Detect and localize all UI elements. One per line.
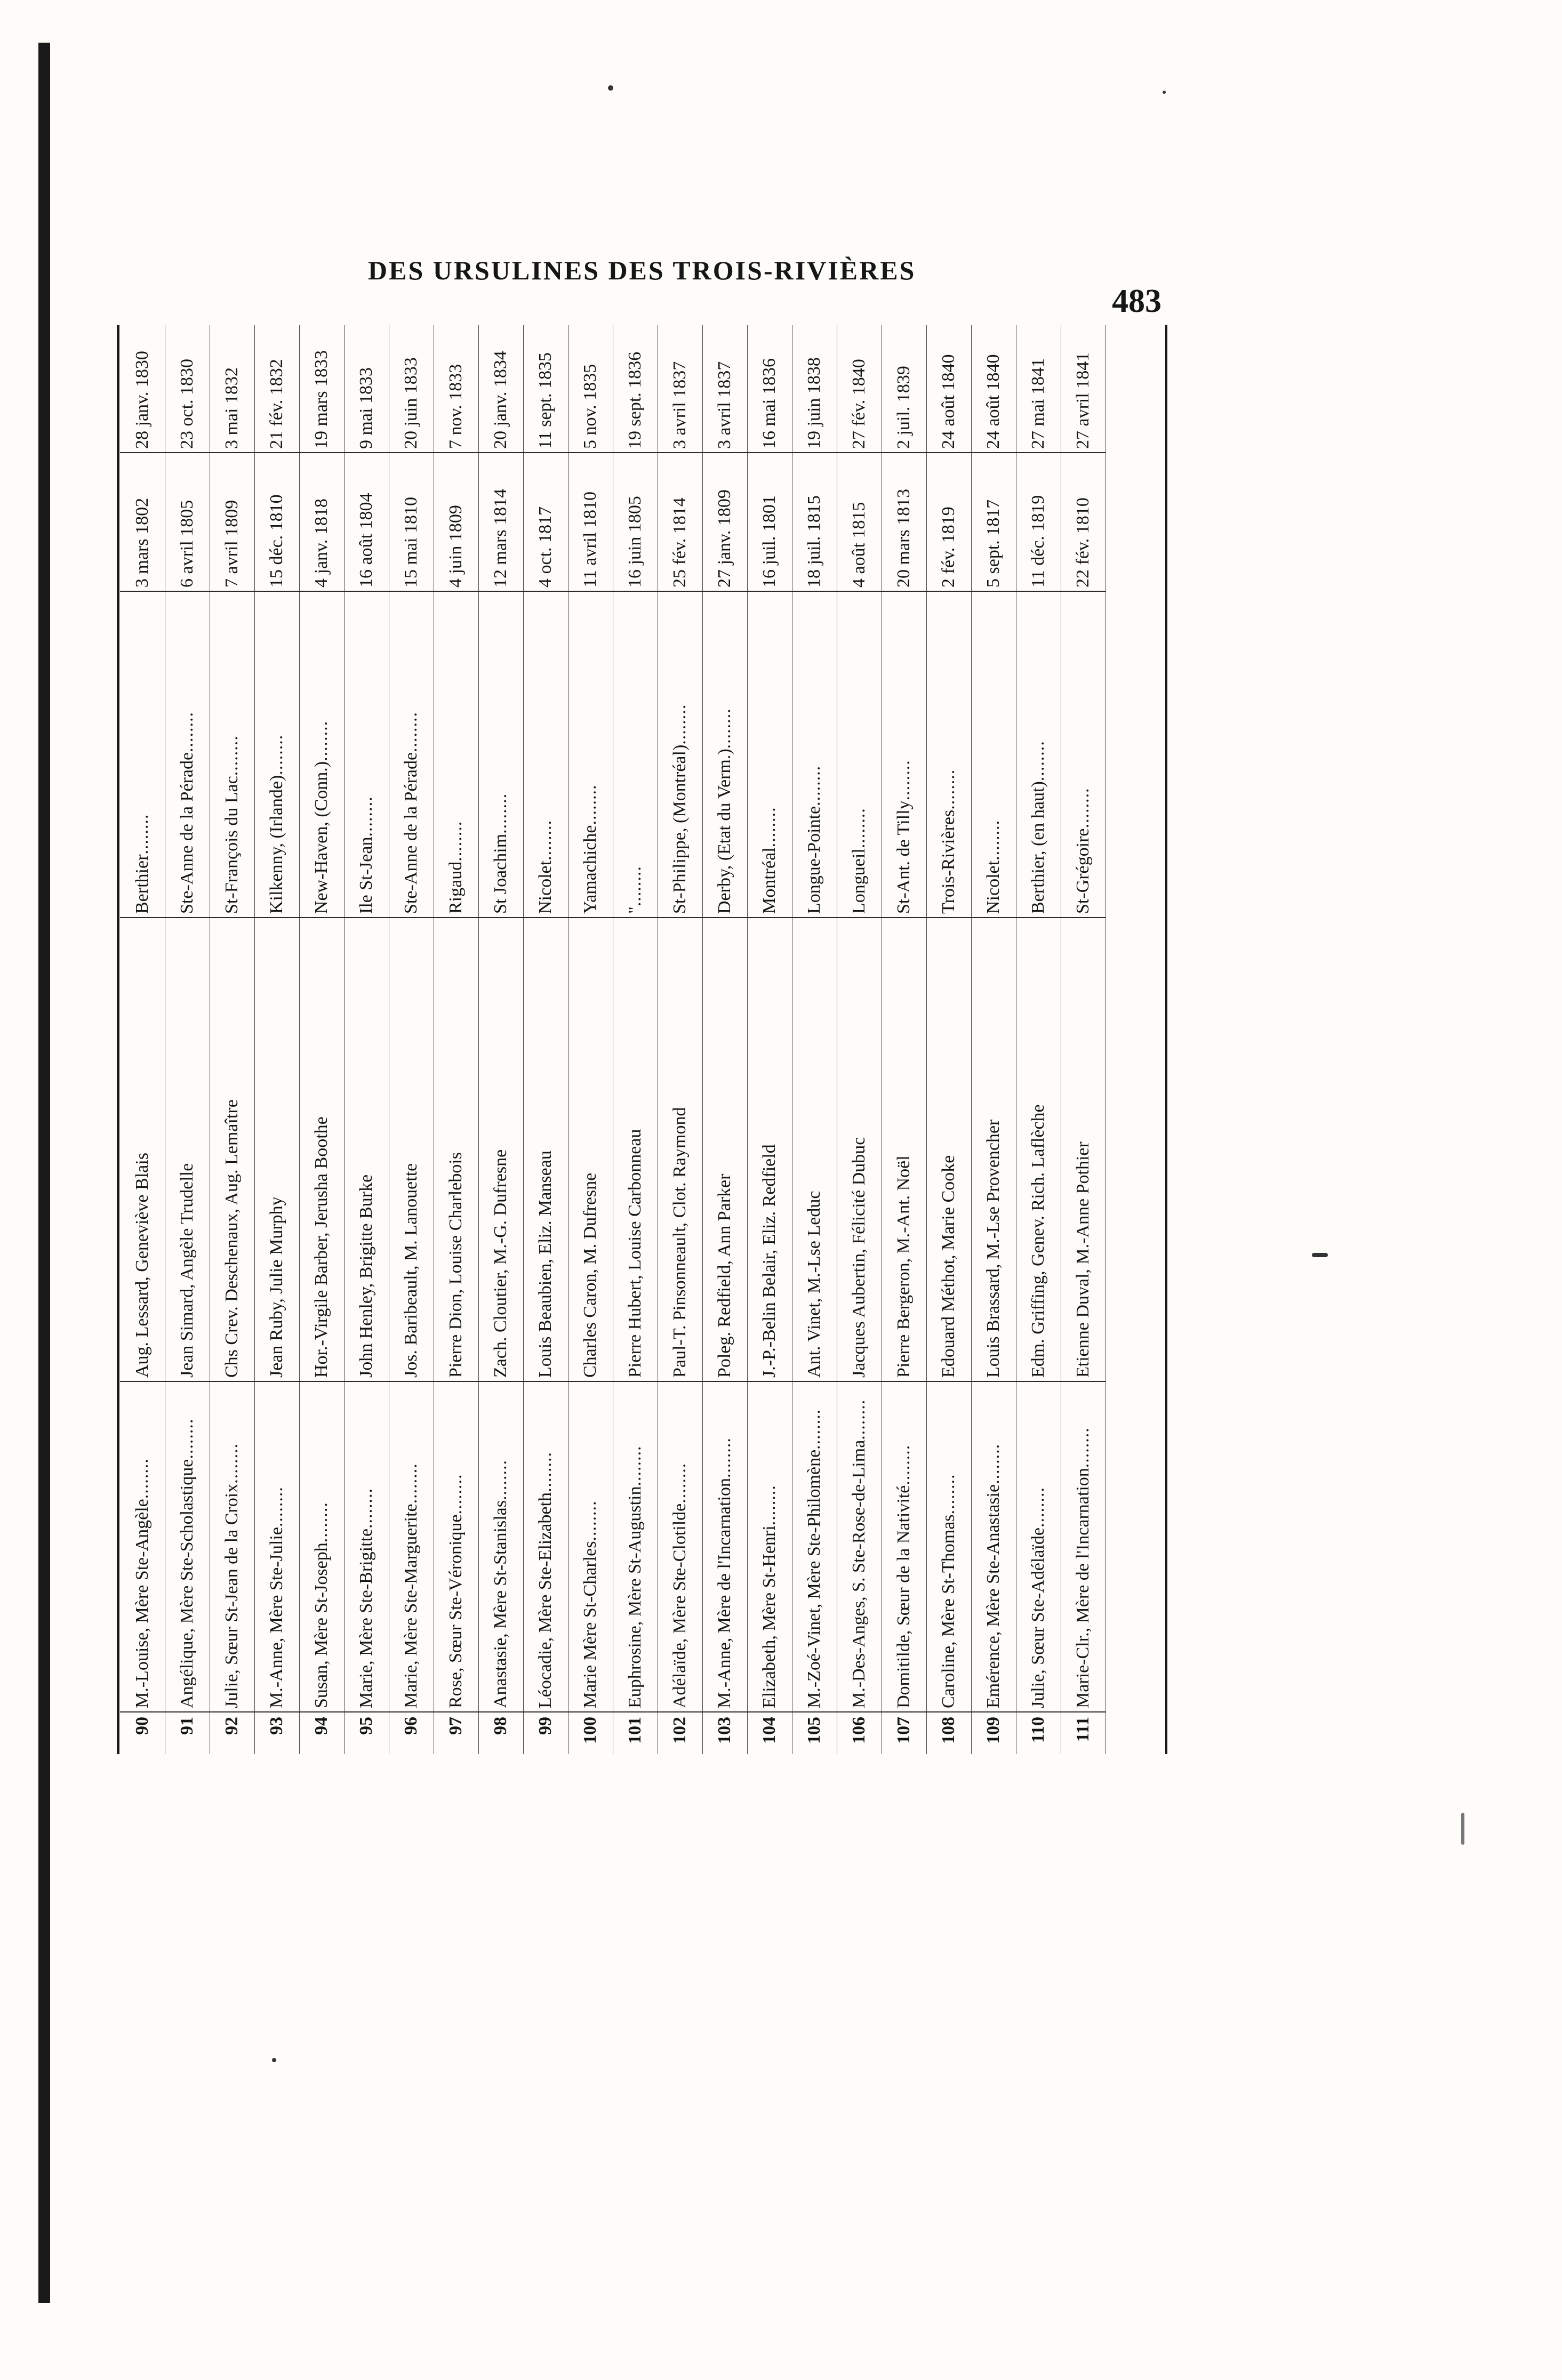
parents: Charles Caron, M. Dufresne	[568, 918, 613, 1382]
birthplace: Ste-Anne de la Pérade .....	[389, 592, 434, 918]
table-row	[523, 325, 568, 1754]
profession-date: 19 mars 1833	[299, 325, 344, 453]
row-number: 108	[938, 1717, 958, 1744]
religious-name: Marie, Mère Ste-Marguerite .....	[389, 1382, 434, 1712]
row-number: 100	[580, 1717, 600, 1744]
table-row	[568, 325, 613, 1754]
religious-name: Angélique, Mère Ste-Scholastique .....	[165, 1382, 210, 1712]
row-number: 107	[893, 1717, 914, 1744]
birthplace: Ste-Anne de la Pérade .....	[165, 592, 210, 918]
birth-date: 16 août 1804	[344, 453, 389, 592]
profession-date: 20 juin 1833	[389, 325, 434, 453]
birthplace: St-Ant. de Tilly .....	[882, 592, 926, 918]
table-row	[344, 325, 389, 1754]
parents: Etienne Duval, M.-Anne Pothier	[1061, 918, 1106, 1382]
parents: Ant. Vinet, M.-Lse Leduc	[792, 918, 837, 1382]
religious-name: Julie, Sœur Ste-Adélaïde .....	[1016, 1382, 1061, 1712]
table-row	[613, 325, 658, 1754]
religious-name: M.-Anne, Mère Ste-Julie .....	[254, 1382, 299, 1712]
religious-name: Marie Mère St-Charles .....	[568, 1382, 613, 1712]
row-number: 109	[983, 1717, 1003, 1744]
table-row	[389, 325, 434, 1754]
ink-speck	[608, 85, 613, 91]
religious-name: M.-Louise, Mère Ste-Angèle .....	[120, 1382, 165, 1712]
religious-name: M.-Zoé-Vinet, Mère Ste-Philomène .....	[792, 1382, 837, 1712]
table-row	[971, 325, 1016, 1754]
religious-name: Elizabeth, Mère St-Henri .....	[747, 1382, 792, 1712]
row-number: 90	[132, 1717, 152, 1735]
birthplace: St-Grégoire .....	[1061, 592, 1106, 918]
profession-date: 28 janv. 1830	[120, 325, 165, 453]
birthplace: Yamachiche .....	[568, 592, 613, 918]
birth-date: 5 sept. 1817	[971, 453, 1016, 592]
birth-date: 27 janv. 1809	[702, 453, 747, 592]
religious-name: Léocadie, Mère Ste-Elizabeth .....	[523, 1382, 568, 1712]
parents: Louis Brassard, M.-Lse Provencher	[971, 918, 1016, 1382]
birthplace: Berthier, (en haut) .....	[1016, 592, 1061, 918]
row-number: 102	[669, 1717, 690, 1744]
table-row	[658, 325, 703, 1754]
profession-date: 27 mai 1841	[1016, 325, 1061, 453]
birthplace: Kilkenny, (Irlande) .....	[254, 592, 299, 918]
religious-name: Julie, Sœur St-Jean de la Croix .....	[210, 1382, 254, 1712]
row-number: 101	[624, 1717, 645, 1744]
ink-speck	[272, 2058, 276, 2062]
table-row	[792, 325, 837, 1754]
table-row	[478, 325, 524, 1754]
row-number: 106	[848, 1717, 869, 1744]
ink-speck	[1461, 1813, 1464, 1845]
parents: Jacques Aubertin, Félicité Dubuc	[837, 918, 882, 1382]
parents: Aug. Lessard, Geneviève Blais	[120, 918, 165, 1382]
row-number: 111	[1072, 1717, 1093, 1742]
table-row	[837, 325, 882, 1754]
birthplace: Ile St-Jean .....	[344, 592, 389, 918]
religious-name: Marie, Mère Ste-Brigitte .....	[344, 1382, 389, 1712]
profession-date: 5 nov. 1835	[568, 325, 613, 453]
parents: Jean Simard, Angèle Trudelle	[165, 918, 210, 1382]
register-table	[120, 325, 1176, 1754]
parents: John Henley, Brigitte Burke	[344, 918, 389, 1382]
profession-date: 20 janv. 1834	[478, 325, 523, 453]
profession-date: 3 avril 1837	[658, 325, 702, 453]
table-row	[882, 325, 927, 1754]
parents: Jos. Baribeault, M. Lanouette	[389, 918, 434, 1382]
religious-name: Anastasie, Mère St-Stanislas .....	[478, 1382, 523, 1712]
profession-date: 19 sept. 1836	[613, 325, 658, 453]
parents: Pierre Dion, Louise Charlebois	[434, 918, 478, 1382]
birthplace: St-François du Lac .....	[210, 592, 254, 918]
birthplace: Trois-Rivières .....	[926, 592, 971, 918]
birth-date: 12 mars 1814	[478, 453, 523, 592]
profession-date: 19 juin 1838	[792, 325, 837, 453]
religious-name: Rose, Sœur Ste-Véronique .....	[434, 1382, 478, 1712]
religious-name: M.-Des-Anges, S. Ste-Rose-de-Lima .....	[837, 1382, 882, 1712]
birthplace: " .....	[613, 592, 658, 918]
table-row	[1016, 325, 1061, 1754]
parents: Poleg. Redfield, Ann Parker	[702, 918, 747, 1382]
parents: J.-P.-Belin Belair, Eliz. Redfield	[747, 918, 792, 1382]
page-number: 483	[1112, 283, 1162, 319]
table-row	[254, 325, 300, 1754]
table-row	[120, 325, 165, 1754]
religious-name: Euphrosine, Mère St-Augustin .....	[613, 1382, 658, 1712]
birth-date: 15 mai 1810	[389, 453, 434, 592]
table-row	[747, 325, 792, 1754]
religious-name: Emérence, Mère Ste-Anastasie .....	[971, 1382, 1016, 1712]
birthplace: Derby, (Etat du Verm.) .....	[702, 592, 747, 918]
birth-date: 25 fév. 1814	[658, 453, 702, 592]
birth-date: 7 avril 1809	[210, 453, 254, 592]
profession-date: 24 août 1840	[971, 325, 1016, 453]
birth-date: 11 avril 1810	[568, 453, 613, 592]
religious-name: M.-Anne, Mère de l'Incarnation .....	[702, 1382, 747, 1712]
religious-name: Susan, Mère St-Joseph .....	[299, 1382, 344, 1712]
profession-date: 9 mai 1833	[344, 325, 389, 453]
ink-speck	[1312, 1253, 1328, 1257]
table-row	[1061, 325, 1106, 1754]
birth-date: 18 juil. 1815	[792, 453, 837, 592]
birthplace: Montréal .....	[747, 592, 792, 918]
profession-date: 27 avril 1841	[1061, 325, 1106, 453]
parents: Chs Crev. Deschenaux, Aug. Lemaître	[210, 918, 254, 1382]
birthplace: Longue-Pointe .....	[792, 592, 837, 918]
row-number: 96	[400, 1717, 421, 1735]
birth-date: 15 déc. 1810	[254, 453, 299, 592]
profession-date: 7 nov. 1833	[434, 325, 478, 453]
birth-date: 2 fév. 1819	[926, 453, 971, 592]
parents: Edm. Griffing, Genev. Rich. Laflèche	[1016, 918, 1061, 1382]
table-bottom-rule	[117, 325, 119, 1754]
row-number: 99	[535, 1717, 555, 1735]
table-row	[926, 325, 972, 1754]
religious-name: Marie-Clr., Mère de l'Incarnation .....	[1061, 1382, 1106, 1712]
row-number: 94	[311, 1717, 331, 1735]
religious-name: Caroline, Mère St-Thomas .....	[926, 1382, 971, 1712]
profession-date: 2 juil. 1839	[882, 325, 926, 453]
row-number: 92	[221, 1717, 242, 1735]
table-top-rule	[1165, 325, 1167, 1754]
row-number: 93	[266, 1717, 286, 1735]
table-row	[210, 325, 255, 1754]
birth-date: 3 mars 1802	[120, 453, 165, 592]
birthplace: Berthier .....	[120, 592, 165, 918]
religious-name: Domitilde, Sœur de la Nativité .....	[882, 1382, 926, 1712]
birth-date: 16 juin 1805	[613, 453, 658, 592]
birthplace: Nicolet .....	[523, 592, 568, 918]
row-number: 103	[714, 1717, 734, 1744]
row-number: 104	[759, 1717, 779, 1744]
table-row	[165, 325, 210, 1754]
ink-speck	[1163, 91, 1166, 94]
table-row	[434, 325, 479, 1754]
row-number: 97	[445, 1717, 466, 1735]
profession-date: 11 sept. 1835	[523, 325, 568, 453]
row-number: 91	[177, 1717, 197, 1735]
running-header: DES URSULINES DES TROIS-RIVIÈRES	[368, 255, 916, 285]
birthplace: Nicolet .....	[971, 592, 1016, 918]
row-number: 98	[490, 1717, 510, 1735]
religious-name: Adélaïde, Mère Ste-Clotilde .....	[658, 1382, 702, 1712]
birth-date: 22 fév. 1810	[1061, 453, 1106, 592]
parents: Pierre Bergeron, M.-Ant. Noël	[882, 918, 926, 1382]
page-margin-bar	[38, 43, 50, 2303]
parents: Paul-T. Pinsonneault, Clot. Raymond	[658, 918, 702, 1382]
birthplace: New-Haven, (Conn.) .....	[299, 592, 344, 918]
parents: Louis Beaubien, Eliz. Manseau	[523, 918, 568, 1382]
parents: Pierre Hubert, Louise Carbonneau	[613, 918, 658, 1382]
birthplace: Longueil .....	[837, 592, 882, 918]
table-row	[299, 325, 345, 1754]
parents: Zach. Cloutier, M.-G. Dufresne	[478, 918, 523, 1382]
row-number: 110	[1028, 1717, 1048, 1743]
birth-date: 4 août 1815	[837, 453, 882, 592]
row-number: 105	[804, 1717, 824, 1744]
birthplace: St-Philippe, (Montréal) .....	[658, 592, 702, 918]
profession-date: 24 août 1840	[926, 325, 971, 453]
parents: Hor.-Virgile Barber, Jerusha Boothe	[299, 918, 344, 1382]
birth-date: 16 juil. 1801	[747, 453, 792, 592]
birth-date: 20 mars 1813	[882, 453, 926, 592]
birth-date: 4 juin 1809	[434, 453, 478, 592]
profession-date: 27 fév. 1840	[837, 325, 882, 453]
birthplace: Rigaud .....	[434, 592, 478, 918]
profession-date: 3 mai 1832	[210, 325, 254, 453]
profession-date: 3 avril 1837	[702, 325, 747, 453]
table-row	[702, 325, 748, 1754]
birth-date: 6 avril 1805	[165, 453, 210, 592]
birthplace: St Joachim .....	[478, 592, 523, 918]
birth-date: 4 oct. 1817	[523, 453, 568, 592]
parents: Jean Ruby, Julie Murphy	[254, 918, 299, 1382]
birth-date: 11 déc. 1819	[1016, 453, 1061, 592]
profession-date: 16 mai 1836	[747, 325, 792, 453]
row-number: 95	[356, 1717, 376, 1735]
profession-date: 21 fév. 1832	[254, 325, 299, 453]
birth-date: 4 janv. 1818	[299, 453, 344, 592]
parents: Edouard Méthot, Marie Cooke	[926, 918, 971, 1382]
profession-date: 23 oct. 1830	[165, 325, 210, 453]
